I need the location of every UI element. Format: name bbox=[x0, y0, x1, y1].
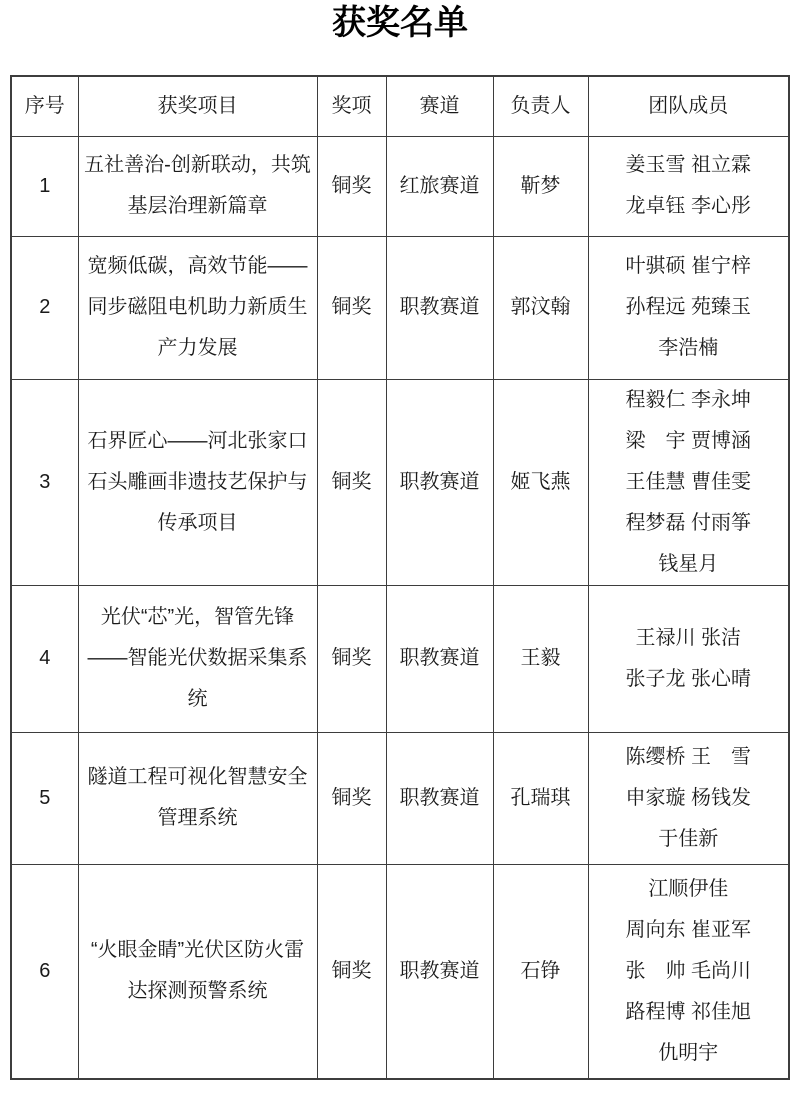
cell-project: 宽频低碳，高效节能——同步磁阻电机助力新质生产力发展 bbox=[78, 236, 317, 379]
table-row bbox=[11, 379, 789, 585]
cell-track: 职教赛道 bbox=[386, 732, 493, 864]
table-row bbox=[11, 732, 789, 864]
member-line: 王禄川 张洁 bbox=[635, 626, 742, 649]
awards-table bbox=[10, 75, 790, 1080]
cell-track: 红旅赛道 bbox=[386, 136, 493, 236]
cell-leader: 王毅 bbox=[493, 585, 588, 732]
table-row bbox=[11, 236, 789, 379]
cell-award: 铜奖 bbox=[317, 864, 386, 1079]
cell-award: 铜奖 bbox=[317, 236, 386, 379]
cell-award: 铜奖 bbox=[317, 585, 386, 732]
member-line: 陈缨桥 王 雪 bbox=[625, 745, 752, 768]
cell-serial: 3 bbox=[11, 379, 78, 585]
cell-project: 石界匠心——河北张家口石头雕画非遗技艺保护与传承项目 bbox=[78, 379, 317, 585]
member-line: 李浩楠 bbox=[658, 337, 719, 359]
cell-serial: 4 bbox=[11, 585, 78, 732]
cell-serial: 2 bbox=[11, 236, 78, 379]
cell-award: 铜奖 bbox=[317, 136, 386, 236]
member-line: 周向东 崔亚军 bbox=[625, 918, 752, 941]
table-row bbox=[11, 136, 789, 236]
cell-track: 职教赛道 bbox=[386, 236, 493, 379]
cell-project: “火眼金睛”光伏区防火雷达探测预警系统 bbox=[78, 864, 317, 1079]
cell-project: 光伏“芯”光，智管先锋——智能光伏数据采集系统 bbox=[78, 585, 317, 732]
member-line: 梁 宇 贾博涵 bbox=[625, 429, 752, 452]
cell-members bbox=[588, 864, 789, 1079]
member-line: 叶骐硕 崔宁梓 bbox=[625, 255, 752, 277]
header-cell-leader: 负责人 bbox=[493, 76, 588, 136]
header-cell-serial: 序号 bbox=[11, 76, 78, 136]
table-row bbox=[11, 864, 789, 1079]
header-cell-award: 奖项 bbox=[317, 76, 386, 136]
cell-members bbox=[588, 732, 789, 864]
member-line: 张子龙 张心晴 bbox=[625, 667, 752, 690]
cell-serial: 6 bbox=[11, 864, 78, 1079]
cell-members bbox=[588, 379, 789, 585]
cell-members bbox=[588, 236, 789, 379]
header-cell-track: 赛道 bbox=[386, 76, 493, 136]
cell-leader: 郭汶翰 bbox=[493, 236, 588, 379]
cell-leader: 靳梦 bbox=[493, 136, 588, 236]
member-line: 程毅仁 李永坤 bbox=[625, 388, 752, 411]
cell-serial: 5 bbox=[11, 732, 78, 864]
member-line: 仇明宇 bbox=[658, 1041, 719, 1064]
cell-track: 职教赛道 bbox=[386, 864, 493, 1079]
table-row bbox=[11, 585, 789, 732]
page-title: 获奖名单 bbox=[332, 4, 468, 42]
cell-project: 五社善治-创新联动，共筑基层治理新篇章 bbox=[78, 136, 317, 236]
member-line: 钱星月 bbox=[658, 552, 719, 575]
cell-members bbox=[588, 136, 789, 236]
cell-serial: 1 bbox=[11, 136, 78, 236]
cell-award: 铜奖 bbox=[317, 732, 386, 864]
member-line: 张 帅 毛尚川 bbox=[625, 959, 752, 982]
table-header-row bbox=[11, 76, 789, 136]
cell-award: 铜奖 bbox=[317, 379, 386, 585]
member-line: 申家璇 杨钱发 bbox=[625, 786, 752, 809]
member-line: 程梦磊 付雨筝 bbox=[625, 511, 752, 534]
cell-track: 职教赛道 bbox=[386, 379, 493, 585]
member-line: 路程博 祁佳旭 bbox=[625, 1000, 752, 1023]
member-line: 孙程远 苑臻玉 bbox=[625, 296, 752, 318]
header-cell-project: 获奖项目 bbox=[78, 76, 317, 136]
cell-leader: 姬飞燕 bbox=[493, 379, 588, 585]
member-line: 姜玉雪 祖立霖 bbox=[625, 154, 752, 176]
cell-track: 职教赛道 bbox=[386, 585, 493, 732]
header-cell-members: 团队成员 bbox=[588, 76, 789, 136]
cell-leader: 孔瑞琪 bbox=[493, 732, 588, 864]
cell-members bbox=[588, 585, 789, 732]
member-line: 江顺伊佳 bbox=[648, 877, 729, 900]
cell-leader: 石铮 bbox=[493, 864, 588, 1079]
member-line: 龙卓钰 李心彤 bbox=[625, 195, 752, 217]
member-line: 于佳新 bbox=[658, 827, 719, 850]
cell-project: 隧道工程可视化智慧安全管理系统 bbox=[78, 732, 317, 864]
member-line: 王佳慧 曹佳雯 bbox=[625, 470, 752, 493]
